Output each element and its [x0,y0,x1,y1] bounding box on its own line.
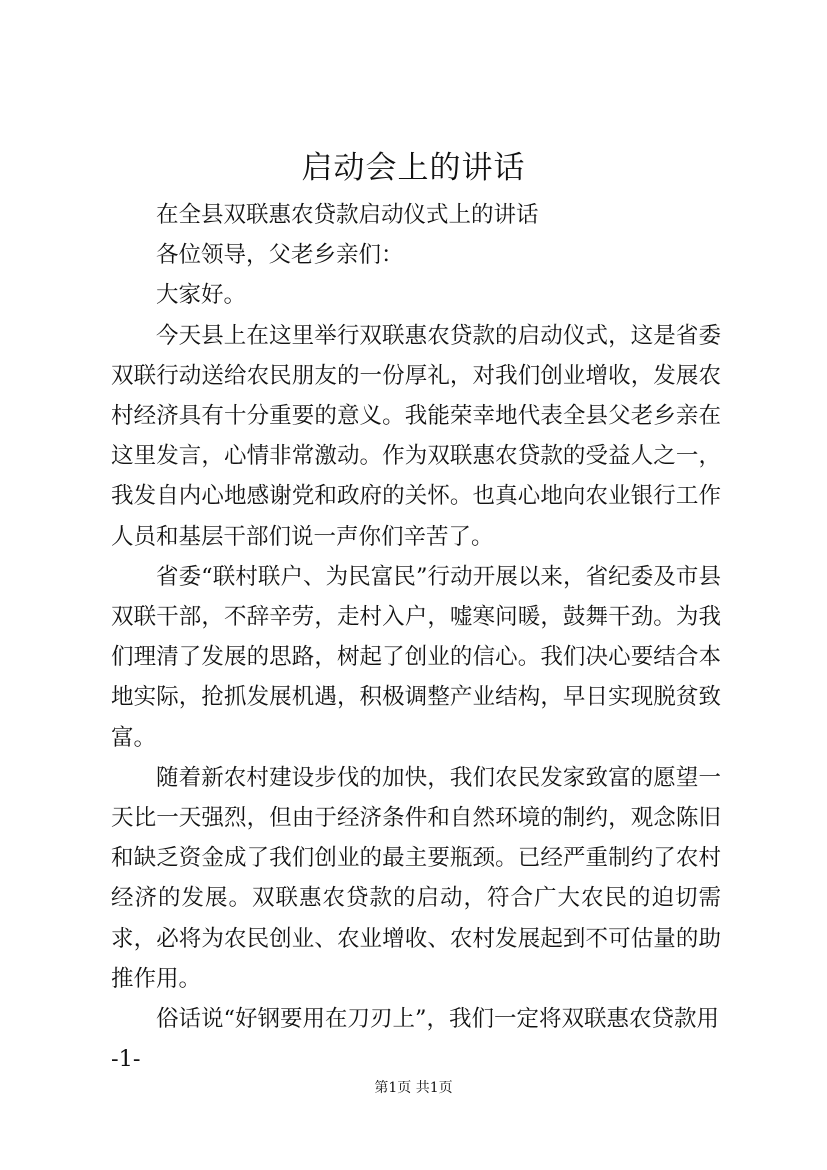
paragraph: 俗话说“好钢要用在刀刃上”，我们一定将双联惠农贷款用 [156,1006,720,1033]
salutation: 各位领导，父老乡亲们： [156,242,404,269]
page-footer: 第1页 共1页 [374,1080,453,1096]
paragraph: 省委“联村联户、为民富民”行动开展以来，省纪委及市县双联干部，不辞辛劳，走村入户，嘘寒问暖，鼓舞干劲。为我们理清了发展的思路，树起了创业的信心。我们决心要结合本地实际，抢抓发展机遇，积极调整产业结构，早日实现脱贫致富。 [111,563,721,751]
greeting: 大家好。 [156,282,247,309]
paragraph: 随着新农村建设步伐的加快，我们农民发家致富的愿望一天比一天强烈，但由于经济条件和自然环境的制约，观念陈旧和缺乏资金成了我们创业的最主要瓶颈。已经严重制约了农村经济的发展。双联惠农贷款的启动，符合广大农民的迫切需求，必将为农民创业、农业增收、农村发展起到不可估量的助推作用。 [111,764,721,992]
page-number-marker: -1- [111,1046,141,1073]
document-body [111,195,721,1079]
paragraph: 今天县上在这里举行双联惠农贷款的启动仪式，这是省委双联行动送给农民朋友的一份厚礼，对我们创业增收，发展农村经济具有十分重要的意义。我能荣幸地代表全县父老乡亲在这里发言，心情非常激动。作为双联惠农贷款的受益人之一，我发自内心地感谢党和政府的关怀。也真心地向农业银行工作人员和基层干部们说一声你们辛苦了。 [111,322,721,550]
subtitle-line: 在全县双联惠农贷款启动仪式上的讲话 [156,202,539,228]
document-title: 启动会上的讲话 [301,150,526,186]
